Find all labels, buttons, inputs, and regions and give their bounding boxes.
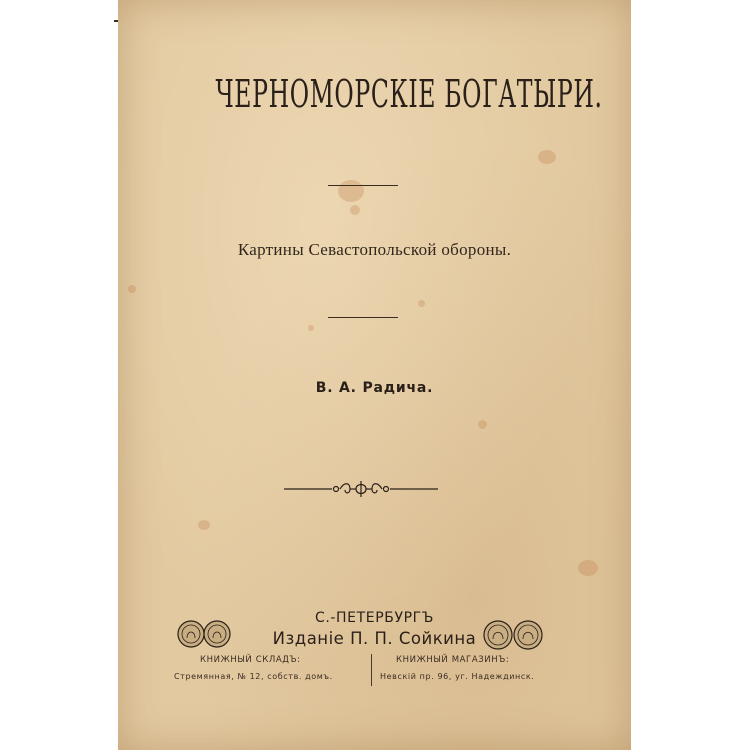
medal-icon [481,618,545,652]
imprint-divider [371,654,372,686]
subtitle: Картины Севастопольской обороны. [237,240,512,259]
stain [338,180,364,202]
stain [308,325,314,331]
warehouse-address: Стремянная, № 12, собств. домъ. [174,672,333,681]
ornament-flourish [284,478,438,500]
warehouse-label: КНИЖНЫЙ СКЛАДЪ: [200,655,301,665]
stain [128,285,136,293]
title-page [118,0,631,750]
stain [350,205,360,215]
author-name: В. А. Радича. [315,380,434,396]
stain [578,560,598,576]
publisher: Изданіе П. П. Сойкина [272,629,477,648]
book-title: ЧЕРНОМОРСКІЕ БОГАТЫРИ. [215,72,603,116]
stain [418,300,425,307]
stain [478,420,487,429]
medal-icon [176,618,232,650]
divider-line [328,317,398,318]
divider-line [328,185,398,186]
stain [198,520,210,530]
shop-address: Невскій пр. 96, уг. Надеждинск. [380,672,535,681]
shop-label: КНИЖНЫЙ МАГАЗИНЪ: [396,655,510,665]
stain [538,150,556,164]
city: С.-ПЕТЕРБУРГЪ [314,610,435,626]
